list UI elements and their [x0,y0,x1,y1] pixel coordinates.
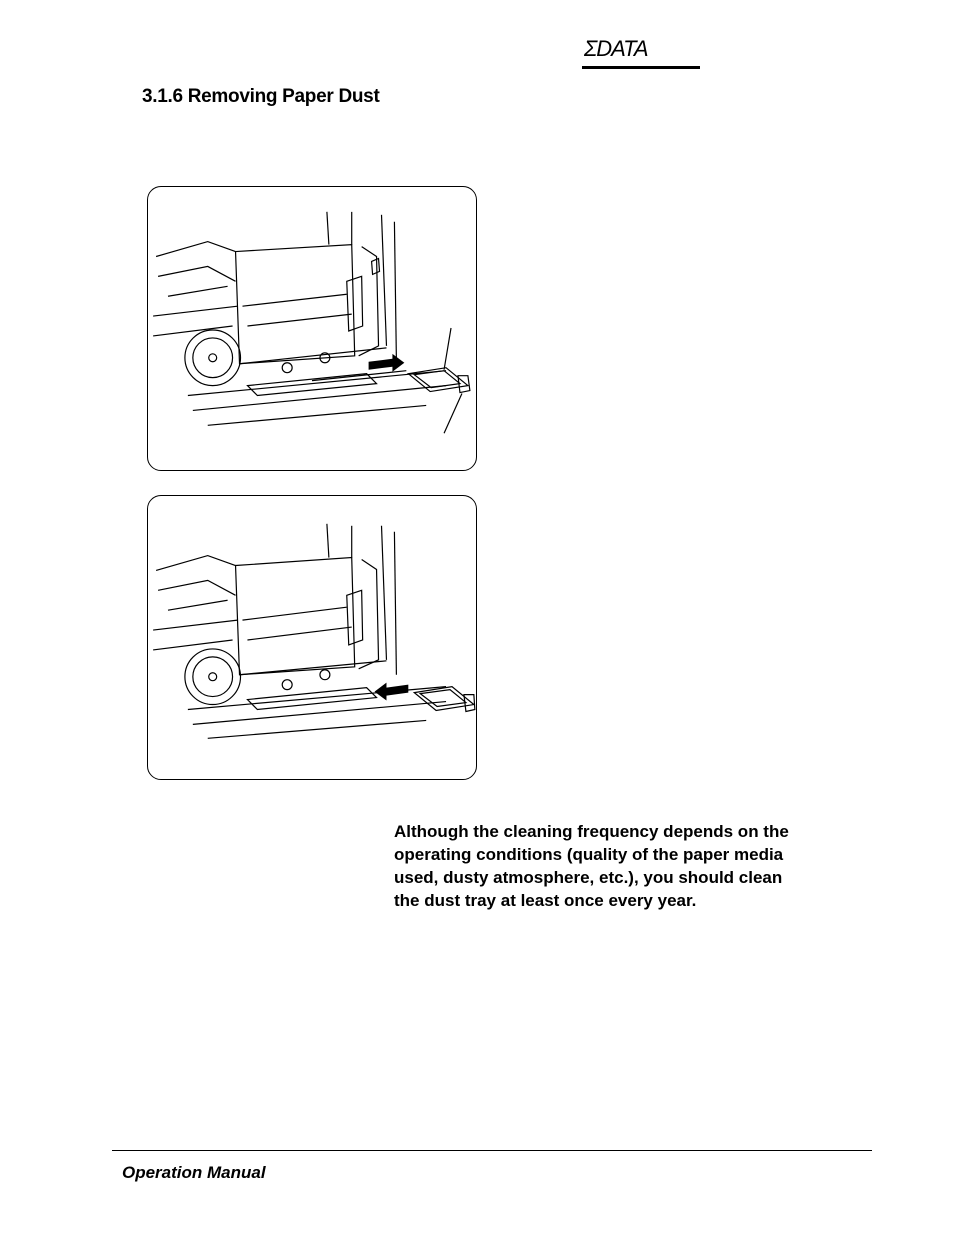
push-in-arrow-icon [375,683,409,701]
brand-logo-underline [582,66,700,69]
section-title: 3.1.6 Removing Paper Dust [142,86,380,107]
printer-insertion-drawing [148,496,476,779]
dust-tray-removal-illustration [147,186,477,471]
footer-divider [112,1150,872,1151]
brand-logo [580,36,700,70]
printer-removal-drawing [148,187,476,470]
dust-tray-insertion-illustration [147,495,477,780]
footer-manual-label: Operation Manual [122,1163,266,1182]
pull-out-arrow-icon [369,354,405,372]
cleaning-frequency-note: Although the cleaning frequency depends on the operating conditions (quality of the paper media used, dusty atmosphere, etc.), you should clean the dust tray at least once every year. [394,822,789,910]
brand-logo-text: ΣDATA [584,36,648,61]
